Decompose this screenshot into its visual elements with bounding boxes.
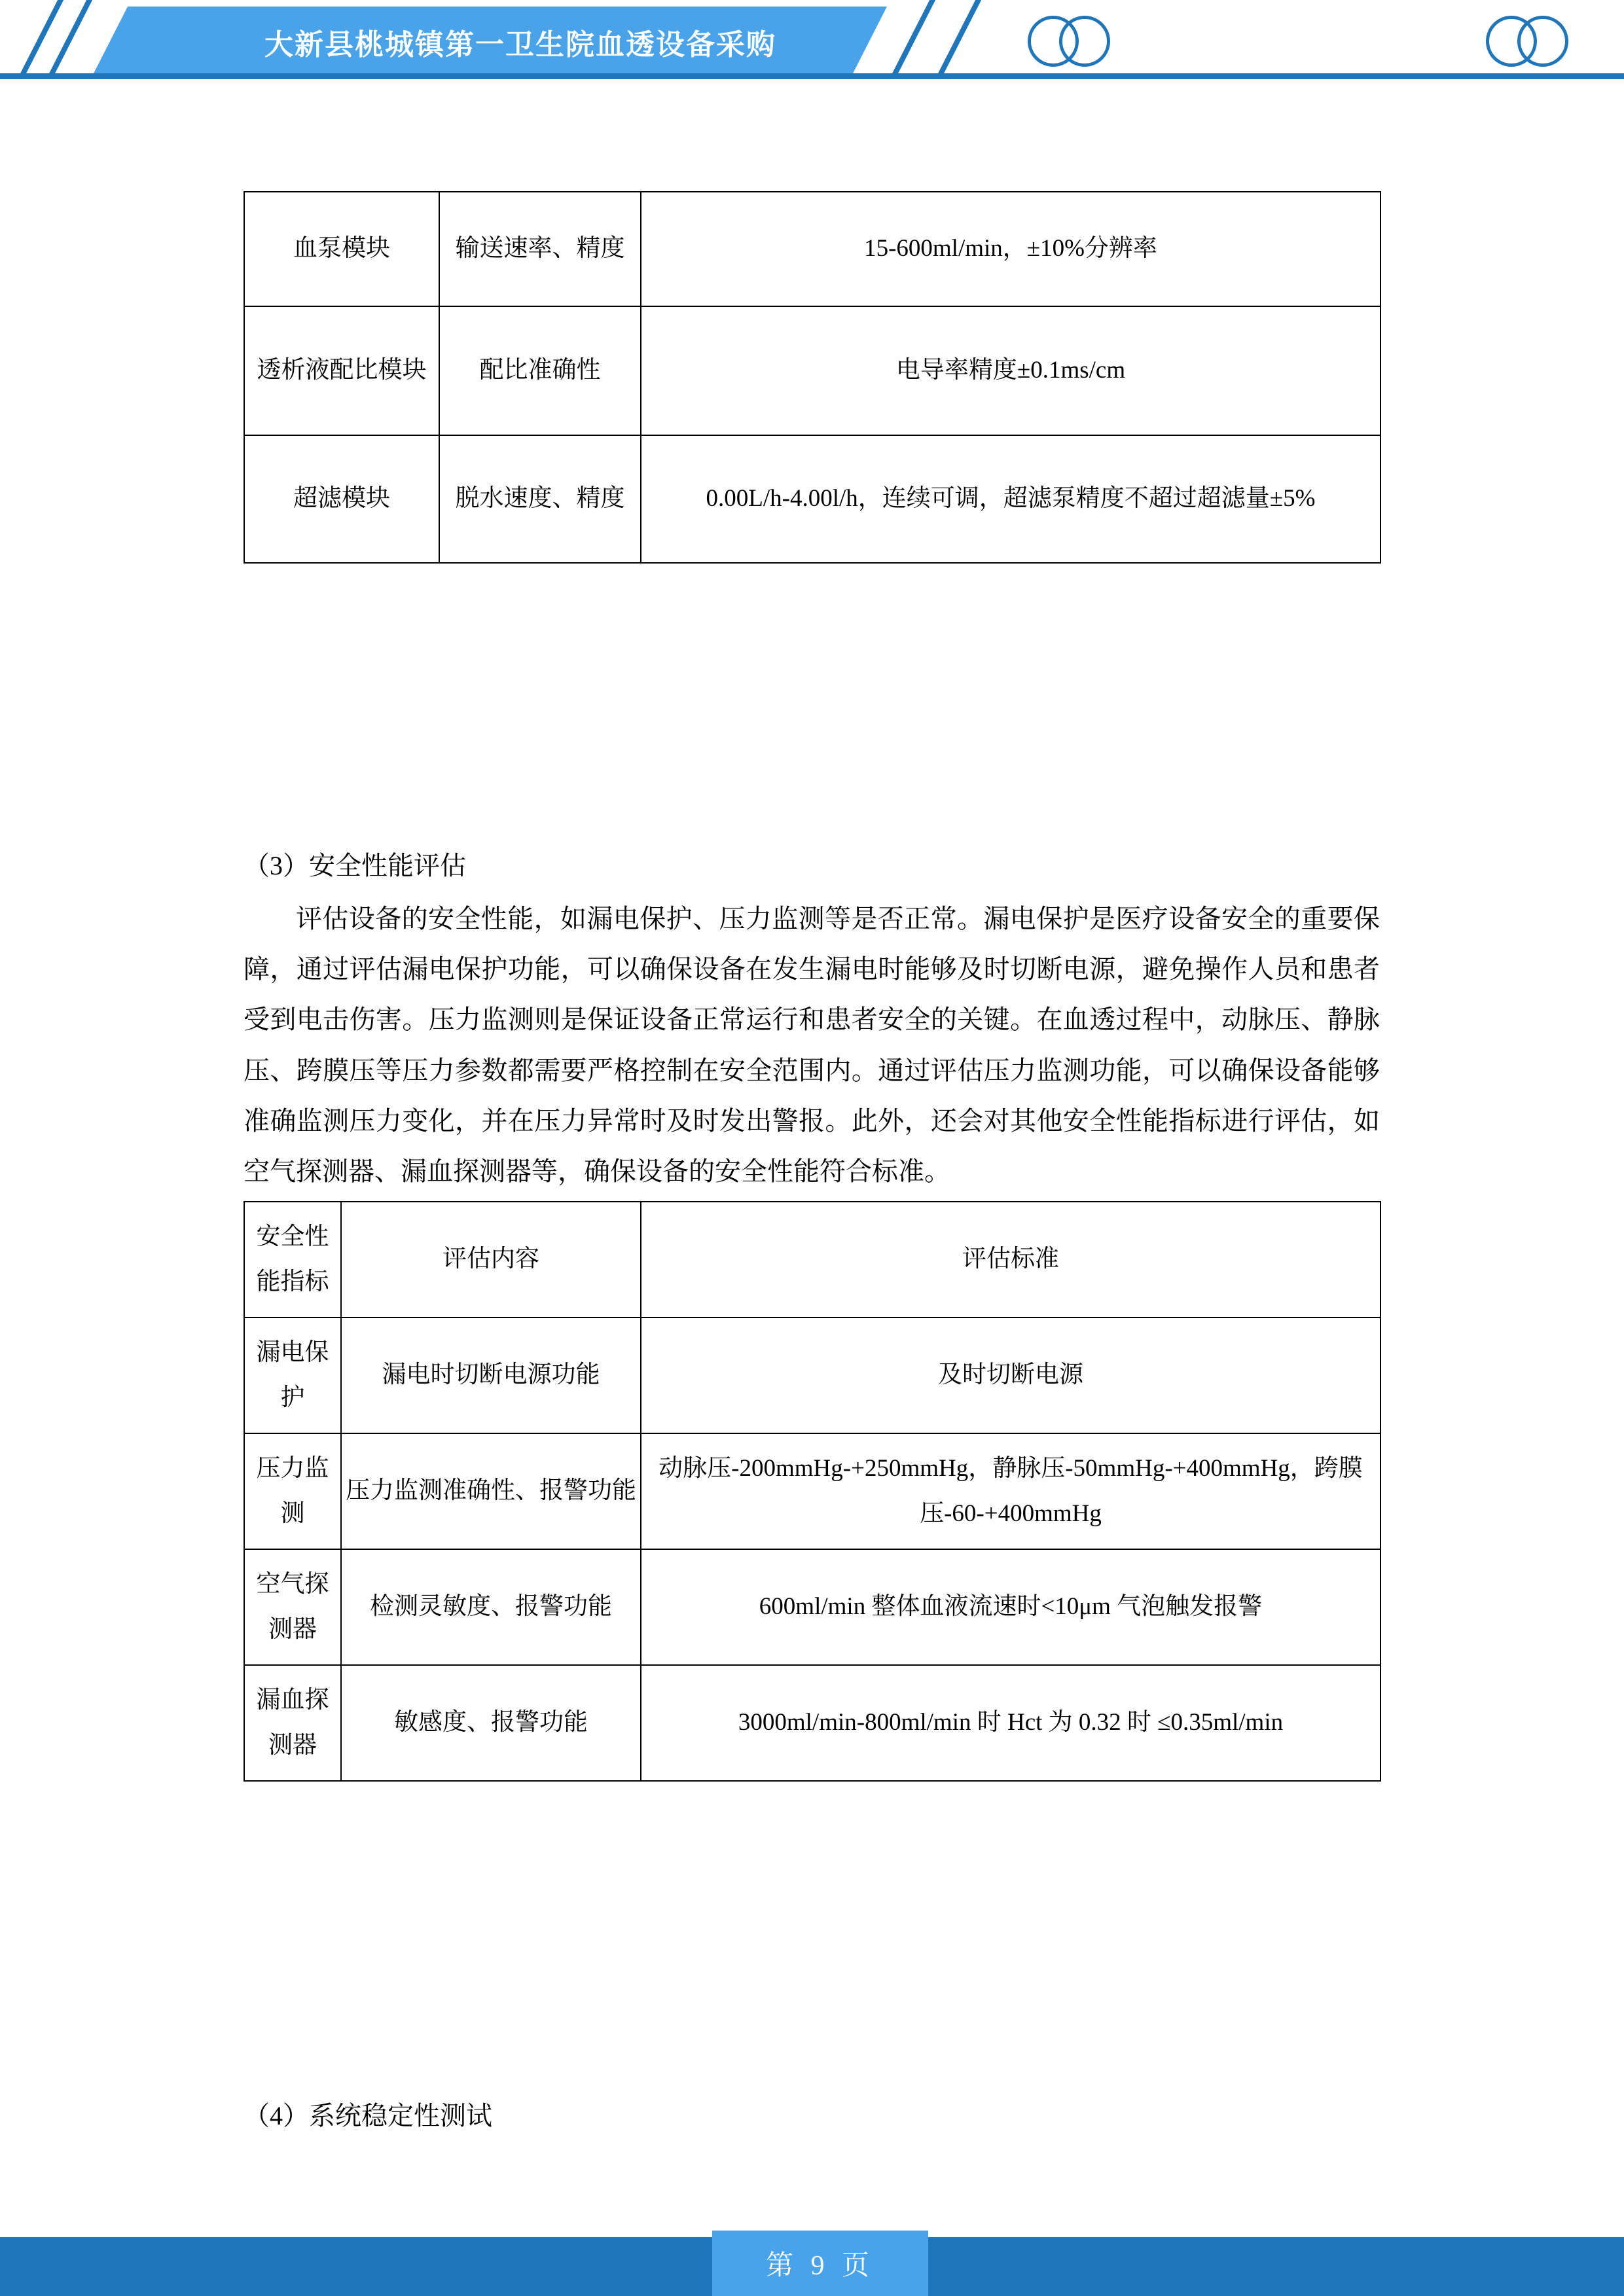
overlapping-circles-icon — [1486, 16, 1617, 68]
header-rule — [0, 73, 1624, 79]
section-3-heading-block — [244, 851, 1380, 881]
table-row — [244, 1549, 1380, 1665]
safety-header-content: 评估内容 — [341, 1202, 641, 1318]
spec-standard-cell: 电导率精度±0.1ms/cm — [641, 306, 1380, 435]
spec-module-cell: 超滤模块 — [244, 435, 439, 563]
table-row — [244, 192, 1380, 306]
safety-indicator-cell: 漏血探测器 — [244, 1665, 341, 1781]
spec-module-cell: 血泵模块 — [244, 192, 439, 306]
circle-icon — [1517, 16, 1568, 67]
spec-standard-cell: 15-600ml/min，±10%分辨率 — [641, 192, 1380, 306]
table-row — [244, 1665, 1380, 1781]
header-title-wrap — [98, 7, 857, 77]
safety-indicator-cell: 漏电保护 — [244, 1318, 341, 1433]
section-3-body-block — [244, 893, 1380, 1196]
spec-item-cell: 输送速率、精度 — [439, 192, 641, 306]
section-3-heading: （3）安全性能评估 — [244, 851, 466, 880]
circle-icon — [1059, 16, 1110, 67]
safety-header-indicator: 安全性能指标 — [244, 1202, 341, 1318]
safety-indicator-cell: 空气探测器 — [244, 1549, 341, 1665]
section-4-heading: （4）系统稳定性测试 — [244, 2101, 492, 2130]
overlapping-circles-icon — [1028, 16, 1159, 68]
spec-item-cell: 配比准确性 — [439, 306, 641, 435]
safety-header-standard: 评估标准 — [641, 1202, 1380, 1318]
safety-content-cell: 检测灵敏度、报警功能 — [341, 1549, 641, 1665]
page-number-label: 第 9 页 — [765, 2251, 875, 2281]
safety-content-cell: 敏感度、报警功能 — [341, 1665, 641, 1781]
safety-standard-cell: 动脉压-200mmHg-+250mmHg，静脉压-50mmHg-+400mmHg，跨膜压-60-+400mmHg — [641, 1433, 1380, 1549]
safety-content-cell: 压力监测准确性、报警功能 — [341, 1433, 641, 1549]
section-3-paragraph: 评估设备的安全性能，如漏电保护、压力监测等是否正常。漏电保护是医疗设备安全的重要保障，通过评估漏电保护功能，可以确保设备在发生漏电时能够及时切断电源，避免操作人员和患者受到电击伤害。压力监测则是保证设备正常运行和患者安全的关键。在血透过程中，动脉压、静脉压、跨膜压等压力参数都需要严格控制在安全范围内。通过评估压力监测功能，可以确保设备能够准确监测压力变化，并在压力异常时及时发出警报。此外，还会对其他安全性能指标进行评估，如空气探测器、漏血探测器等，确保设备的安全性能符合标准。 — [244, 904, 1380, 1186]
safety-standard-cell: 3000ml/min-800ml/min 时 Hct 为 0.32 时 ≤0.35ml/min — [641, 1665, 1380, 1781]
header-diagonal-stripe — [890, 0, 935, 77]
spec-standard-cell: 0.00L/h-4.00l/h，连续可调，超滤泵精度不超过超滤量±5% — [641, 435, 1380, 563]
page-header — [0, 0, 1624, 85]
document-header-title: 大新县桃城镇第一卫生院血透设备采购 — [264, 29, 776, 61]
page-number-chip — [712, 2231, 928, 2296]
safety-evaluation-table — [244, 1201, 1381, 1782]
section-4-heading-block — [244, 2101, 1380, 2131]
spec-module-cell: 透析液配比模块 — [244, 306, 439, 435]
table-row — [244, 1433, 1380, 1549]
safety-standard-cell: 及时切断电源 — [641, 1318, 1380, 1433]
table-row — [244, 1318, 1380, 1433]
table-row — [244, 306, 1380, 435]
page-footer — [0, 2231, 1624, 2296]
header-diagonal-stripe — [936, 0, 981, 77]
table-header-row — [244, 1202, 1380, 1318]
spec-item-cell: 脱水速度、精度 — [439, 435, 641, 563]
equipment-spec-table — [244, 191, 1381, 564]
safety-indicator-cell: 压力监测 — [244, 1433, 341, 1549]
safety-content-cell: 漏电时切断电源功能 — [341, 1318, 641, 1433]
table-row — [244, 435, 1380, 563]
safety-standard-cell: 600ml/min 整体血液流速时<10μm 气泡触发报警 — [641, 1549, 1380, 1665]
